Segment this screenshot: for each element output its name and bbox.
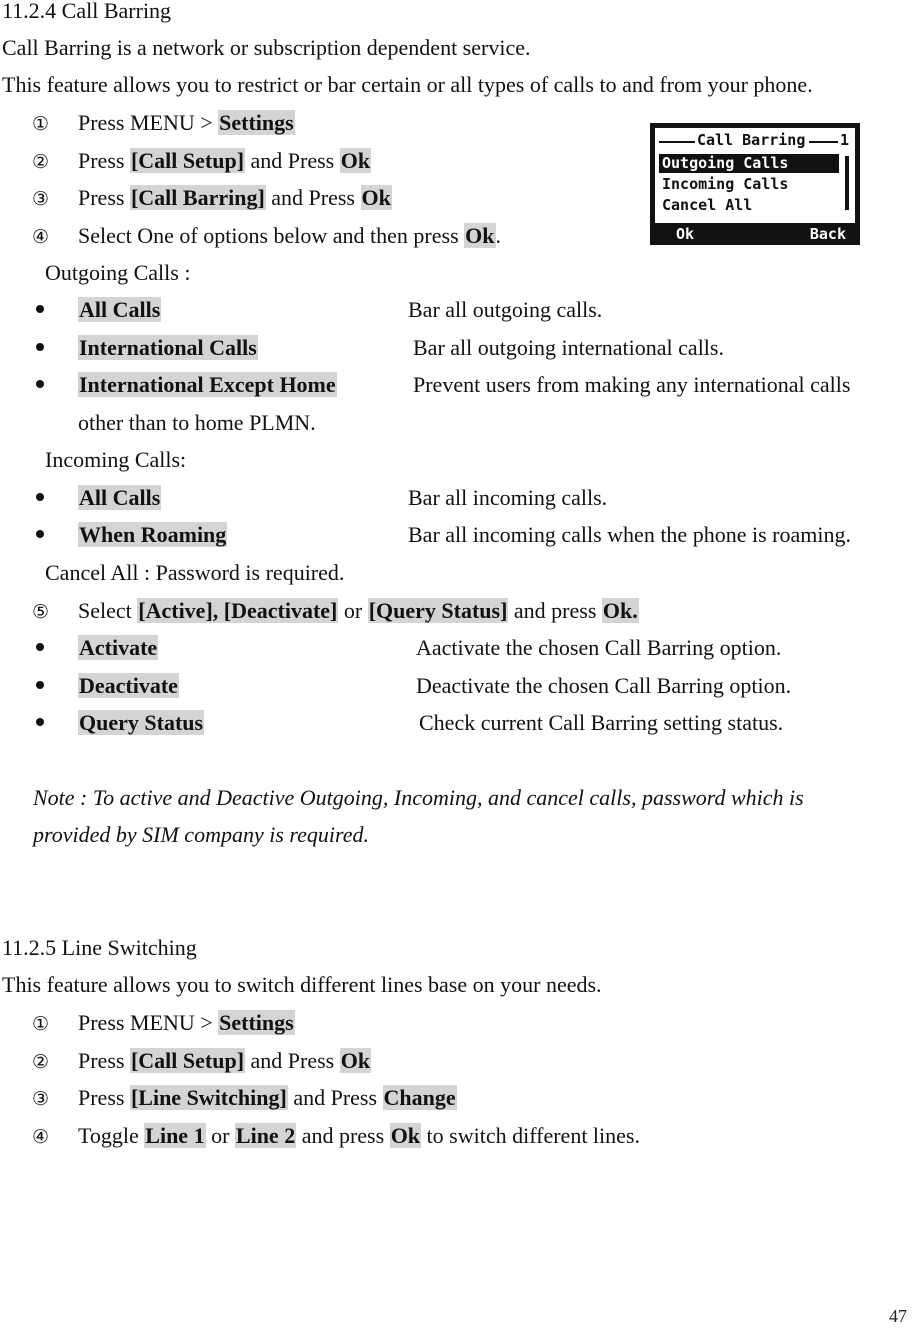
screen-title-bar (659, 131, 851, 151)
screen-menu-item-outgoing[interactable]: Outgoing Calls (659, 154, 839, 173)
page-number: 47 (889, 1306, 907, 1326)
term-label: All Calls (79, 297, 161, 322)
bullet-icon (36, 643, 44, 651)
intro-text: Call Barring is a network or subscription dependent service. (2, 35, 531, 60)
step-3: ③ Press [Call Barring] and Press Ok (32, 185, 391, 210)
step-4: ④ Select One of options below and then press Ok. (32, 223, 501, 248)
step-5: ⑤ Select [Active], [Deactivate] or [Query Status] and press Ok. (32, 598, 638, 623)
step-3: ③ Press [Line Switching] and Press Change (32, 1085, 456, 1110)
section-heading-line-switching: 11.2.5 Line Switching (2, 935, 197, 960)
term-label: Query Status (79, 710, 204, 735)
intro-text: This feature allows you to restrict or bar certain or all types of calls to and from your phone. (2, 72, 813, 97)
screen-softkey-bar (650, 223, 860, 245)
screen-page-number: 1 (839, 131, 849, 149)
step-1: ① Press MENU > Settings (32, 1010, 294, 1035)
term-description: Bar all incoming calls. (408, 485, 608, 510)
term-description: Aactivate the chosen Call Barring option. (416, 635, 782, 660)
term-label: All Calls (79, 485, 161, 510)
term-description-continued: other than to home PLMN. (78, 410, 316, 435)
bullet-icon (36, 530, 44, 538)
bullet-icon (36, 718, 44, 726)
intro-text: This feature allows you to switch different lines base on your needs. (2, 972, 602, 997)
softkey-back[interactable]: Back (809, 225, 846, 243)
bullet-icon (36, 493, 44, 501)
bullet-icon (36, 343, 44, 351)
note-text: provided by SIM company is required. (33, 822, 370, 847)
term-description: Bar all outgoing international calls. (413, 335, 724, 360)
note-text: Note : To active and Deactive Outgoing, Incoming, and cancel calls, password which is (33, 785, 804, 810)
term-label: Activate (79, 635, 158, 660)
term-description: Bar all outgoing calls. (408, 297, 603, 322)
term-label: Deactivate (79, 673, 178, 698)
term-label: When Roaming (79, 522, 227, 547)
term-description: Deactivate the chosen Call Barring option. (416, 673, 792, 698)
section-heading-call-barring: 11.2.4 Call Barring (2, 0, 172, 23)
incoming-calls-label: Incoming Calls: (45, 447, 187, 472)
term-description: Prevent users from making any international calls (413, 372, 851, 397)
cancel-all-text: Cancel All : Password is required. (45, 560, 345, 585)
softkey-ok[interactable]: Ok (676, 225, 695, 243)
screen-menu-item-incoming[interactable]: Incoming Calls (662, 175, 789, 193)
bullet-icon (36, 681, 44, 689)
screen-scrollbar (845, 156, 849, 210)
phone-screen (650, 123, 860, 245)
term-description: Check current Call Barring setting status. (419, 710, 784, 735)
term-label: International Except Home (79, 372, 336, 397)
screen-title: Call Barring (697, 131, 806, 149)
step-4: ④ Toggle Line 1 or Line 2 and press Ok to switch different lines. (32, 1123, 640, 1148)
term-label: International Calls (79, 335, 257, 360)
screen-menu-item-cancel[interactable]: Cancel All (662, 196, 753, 214)
term-description: Bar all incoming calls when the phone is roaming. (408, 522, 851, 547)
step-1: ① Press MENU > Settings (32, 110, 294, 135)
bullet-icon (36, 305, 44, 313)
outgoing-calls-label: Outgoing Calls : (45, 260, 191, 285)
step-2: ② Press [Call Setup] and Press Ok (32, 1048, 371, 1073)
bullet-icon (36, 380, 44, 388)
step-2: ② Press [Call Setup] and Press Ok (32, 148, 371, 173)
